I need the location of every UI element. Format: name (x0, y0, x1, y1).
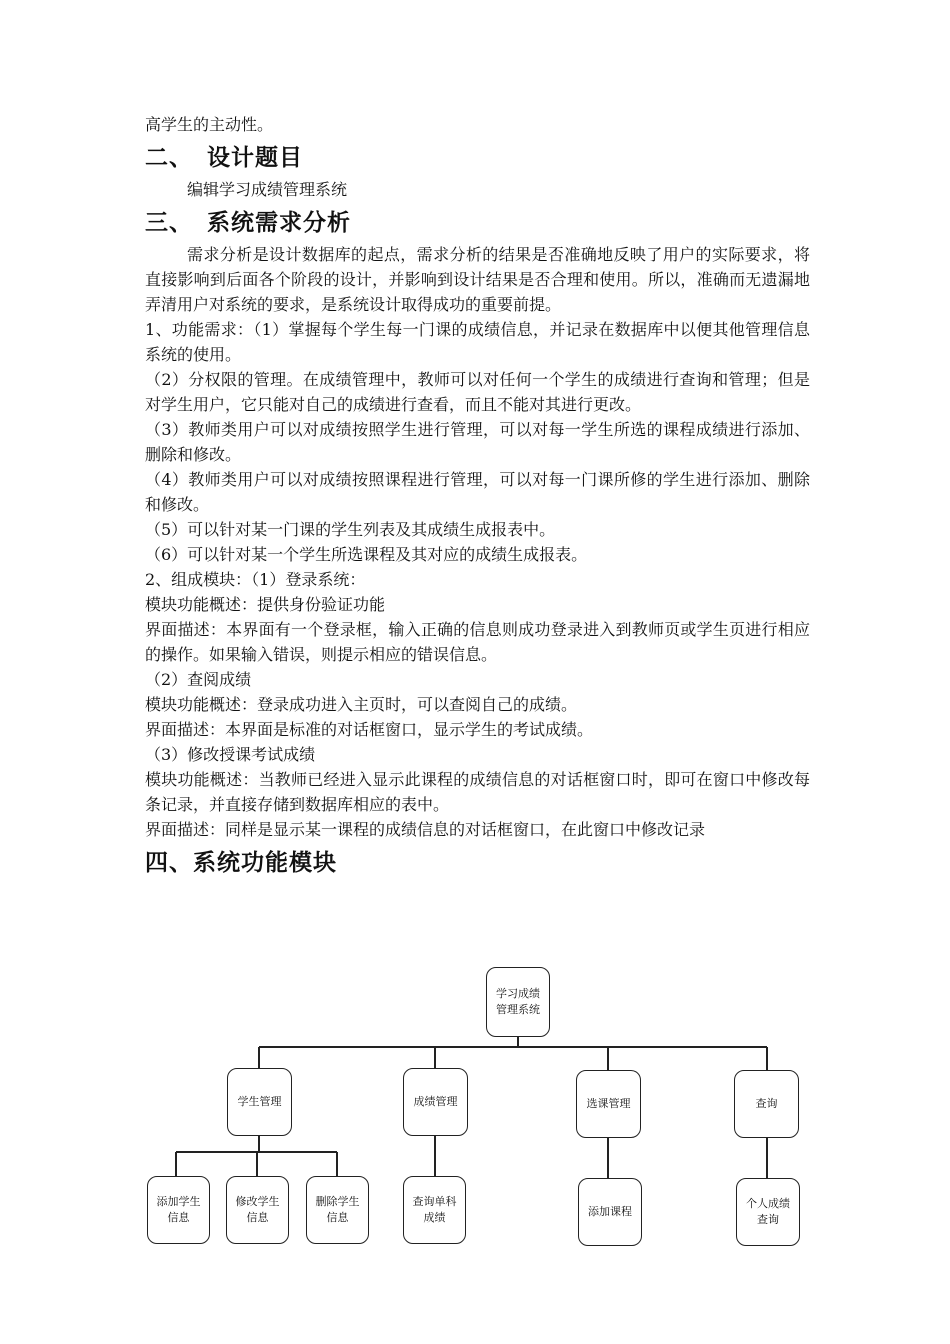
design-topic: 编辑学习成绩管理系统 (187, 180, 348, 199)
functional-req-2: （2）分权限的管理。在成绩管理中，教师可以对任何一个学生的成绩进行查询和管理；但是对学生用户，它只能对自己的成绩进行查看，而且不能对其进行更改。 (145, 370, 810, 414)
section-number: 三、 (145, 210, 193, 236)
module2-desc: 模块功能概述：登录成功进入主页时，可以查阅自己的成绩。 (145, 695, 578, 714)
module1-ui: 界面描述：本界面有一个登录框，输入正确的信息则成功登录进入到教师页或学生页进行相应的操作。如果输入错误，则提示相应的错误信息。 (145, 620, 810, 664)
functional-req-6: （6）可以针对某一个学生所选课程及其对应的成绩生成报表。 (145, 545, 588, 564)
module2-heading: （2）查阅成绩 (145, 670, 252, 689)
section-title: 系统需求分析 (207, 210, 351, 236)
diagram-node-student-management: 学生管理 (227, 1068, 292, 1136)
section-heading-4: 四、系统功能模块 (145, 850, 337, 876)
module3-desc: 模块功能概述：当教师已经进入显示此课程的成绩信息的对话框窗口时，即可在窗口中修改每条记录，并直接存储到数据库相应的表中。 (145, 770, 810, 814)
modules-heading: 2、组成模块：（1）登录系统： (145, 570, 366, 589)
intro-paragraph: 需求分析是设计数据库的起点，需求分析的结果是否准确地反映了用户的实际要求，将直接影响到后面各个阶段的设计，并影响到设计结果是否合理和使用。所以，准确而无遗漏地弄清用户对系统的要求，是系统设计取得成功的重要前提。 (145, 245, 810, 314)
module3-ui: 界面描述：同样是显示某一课程的成绩信息的对话框窗口，在此窗口中修改记录 (145, 820, 706, 839)
section-heading-3 (145, 208, 810, 238)
document-body (145, 112, 810, 882)
diagram-node-add-student: 添加学生信息 (147, 1176, 210, 1244)
module3-heading: （3）修改授课考试成绩 (145, 745, 316, 764)
paragraph-continued: 高学生的主动性。 (145, 115, 274, 134)
module2-ui: 界面描述：本界面是标准的对话框窗口，显示学生的考试成绩。 (145, 720, 594, 739)
diagram-node-add-course: 添加课程 (578, 1178, 642, 1246)
section-title: 设计题目 (207, 145, 303, 171)
diagram-node-query-single-grade: 查询单科成绩 (403, 1176, 466, 1244)
section-heading-2 (145, 143, 810, 173)
diagram-node-course-management: 选课管理 (576, 1070, 641, 1138)
section-number: 二、 (145, 145, 193, 171)
functional-req-3: （3）教师类用户可以对成绩按照学生进行管理，可以对每一学生所选的课程成绩进行添加、删除和修改。 (145, 420, 810, 464)
diagram-node-root: 学习成绩管理系统 (486, 967, 550, 1037)
diagram-node-grade-management: 成绩管理 (403, 1068, 468, 1136)
module1-desc: 模块功能概述：提供身份验证功能 (145, 595, 386, 614)
diagram-node-query: 查询 (734, 1070, 799, 1138)
diagram-node-personal-grade-query: 个人成绩查询 (736, 1178, 800, 1246)
diagram-node-delete-student: 删除学生信息 (306, 1176, 369, 1244)
diagram-node-edit-student: 修改学生信息 (226, 1176, 289, 1244)
functional-req-1: 1、功能需求：（1）掌握每个学生每一门课的成绩信息，并记录在数据库中以便其他管理信息系统的使用。 (145, 320, 810, 364)
functional-req-5: （5）可以针对某一门课的学生列表及其成绩生成报表中。 (145, 520, 556, 539)
functional-req-4: （4）教师类用户可以对成绩按照课程进行管理，可以对每一门课所修的学生进行添加、删除和修改。 (145, 470, 810, 514)
